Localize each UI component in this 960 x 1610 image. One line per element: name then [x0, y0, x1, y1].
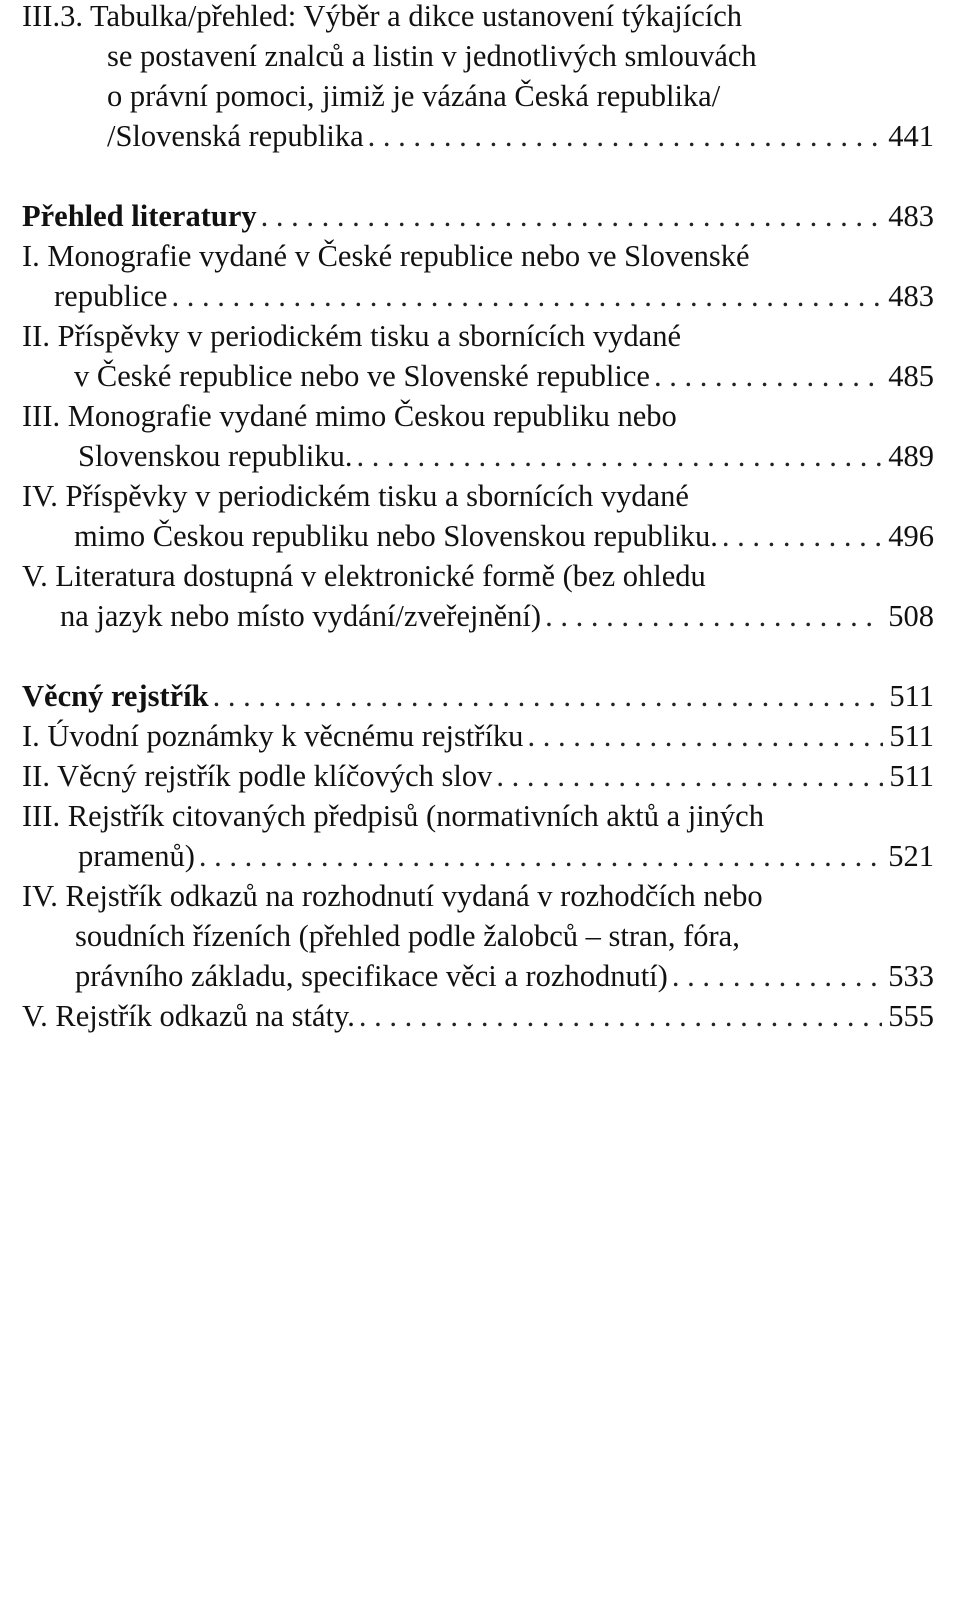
dot-leader	[359, 996, 882, 1036]
toc-line	[22, 396, 934, 436]
dot-leader	[199, 836, 882, 876]
dot-leader	[261, 196, 883, 236]
page-number: 511	[889, 679, 934, 713]
toc-entry-lit-v	[22, 556, 934, 636]
toc-entry-text: III. Rejstřík citovaných předpisů (normativních aktů a jiných	[22, 799, 764, 833]
toc-entry-lit-ii	[22, 316, 934, 396]
page-number: 483	[888, 279, 934, 313]
toc-line	[22, 716, 934, 756]
toc-entry-text: III. Monografie vydané mimo Českou republiku nebo	[22, 399, 677, 433]
toc-entry-text: soudních řízeních (přehled podle žalobců – stran, fóra,	[75, 919, 740, 953]
toc-entry-lit-iv	[22, 476, 934, 556]
dot-leader	[213, 676, 884, 716]
toc-entry-text: se postavení znalců a listin v jednotlivých smlouvách	[107, 39, 757, 73]
toc-line	[22, 756, 934, 796]
toc-line	[22, 956, 934, 996]
toc-line	[22, 356, 934, 396]
toc-entry-text: Slovenskou republiku.	[78, 439, 353, 473]
page-number: 508	[888, 599, 934, 633]
toc-entry-text: I. Monografie vydané v České republice nebo ve Slovenské	[22, 239, 750, 273]
toc-line	[22, 916, 934, 956]
page-number: 441	[888, 119, 934, 153]
toc-entry-text: na jazyk nebo místo vydání/zveřejnění)	[60, 599, 542, 633]
section-literature	[22, 196, 934, 636]
dot-leader	[722, 516, 882, 556]
page-number: 511	[889, 759, 934, 793]
toc-entry-text: pramenů)	[78, 839, 195, 873]
section-index	[22, 676, 934, 1036]
page-number: 533	[888, 959, 934, 993]
table-of-contents	[22, 0, 934, 1036]
toc-entry-idx-ii	[22, 756, 934, 796]
toc-entry-text: II. Příspěvky v periodickém tisku a sbornících vydané	[22, 319, 681, 353]
toc-entry-idx-iii	[22, 796, 934, 876]
toc-entry-text: republice	[54, 279, 168, 313]
toc-entry-text: V. Rejstřík odkazů na státy.	[22, 999, 355, 1033]
toc-line	[22, 836, 934, 876]
toc-line	[22, 436, 934, 476]
toc-entry-text: /Slovenská republika	[107, 119, 364, 153]
page-number: 521	[888, 839, 934, 873]
toc-entry-text: II. Věcný rejstřík podle klíčových slov	[22, 759, 493, 793]
toc-entry-text: právního základu, specifikace věci a rozhodnutí)	[75, 959, 668, 993]
dot-leader	[672, 956, 882, 996]
section-title-literature	[22, 196, 934, 236]
toc-entry-text: V. Literatura dostupná v elektronické formě (bez ohledu	[22, 559, 706, 593]
section-title-text: Věcný rejstřík	[22, 679, 209, 713]
toc-entry-iii-3	[22, 0, 934, 156]
page-number: 511	[889, 719, 934, 753]
toc-entry-lit-iii	[22, 396, 934, 476]
toc-entry-text: mimo Českou republiku nebo Slovenskou republiku.	[74, 519, 718, 553]
toc-entry-text: III.3. Tabulka/přehled: Výběr a dikce ustanovení týkajících	[22, 0, 743, 33]
page-number: 489	[888, 439, 934, 473]
toc-line	[22, 0, 934, 36]
toc-line	[22, 556, 934, 596]
toc-entry-text: v České republice nebo ve Slovenské republice	[74, 359, 650, 393]
toc-line	[22, 276, 934, 316]
toc-entry-text: IV. Příspěvky v periodickém tisku a sbornících vydané	[22, 479, 689, 513]
page-number: 483	[888, 199, 934, 233]
page-number: 485	[888, 359, 934, 393]
dot-leader	[171, 276, 882, 316]
toc-line	[22, 76, 934, 116]
toc-entry-idx-i	[22, 716, 934, 756]
dot-leader	[654, 356, 882, 396]
dot-leader	[496, 756, 883, 796]
toc-line	[22, 316, 934, 356]
toc-line	[22, 516, 934, 556]
toc-entry-text: IV. Rejstřík odkazů na rozhodnutí vydaná v rozhodčích nebo	[22, 879, 763, 913]
section-title-index	[22, 676, 934, 716]
toc-entry-text: o právní pomoci, jimiž je vázána Česká republika/	[107, 79, 721, 113]
toc-entry-text: I. Úvodní poznámky k věcnému rejstříku	[22, 719, 524, 753]
toc-entry-idx-iv	[22, 876, 934, 996]
toc-line	[22, 476, 934, 516]
page-number: 496	[888, 519, 934, 553]
toc-line	[22, 36, 934, 76]
dot-leader	[527, 716, 883, 756]
toc-line	[22, 876, 934, 916]
toc-line	[22, 596, 934, 636]
dot-leader	[357, 436, 883, 476]
page-number: 555	[888, 999, 934, 1033]
section-title-text: Přehled literatury	[22, 199, 257, 233]
dot-leader	[368, 116, 883, 156]
toc-line	[22, 236, 934, 276]
toc-line	[22, 996, 934, 1036]
toc-entry-lit-i	[22, 236, 934, 316]
toc-entry-idx-v	[22, 996, 934, 1036]
toc-line	[22, 116, 934, 156]
toc-line	[22, 796, 934, 836]
dot-leader	[545, 596, 882, 636]
